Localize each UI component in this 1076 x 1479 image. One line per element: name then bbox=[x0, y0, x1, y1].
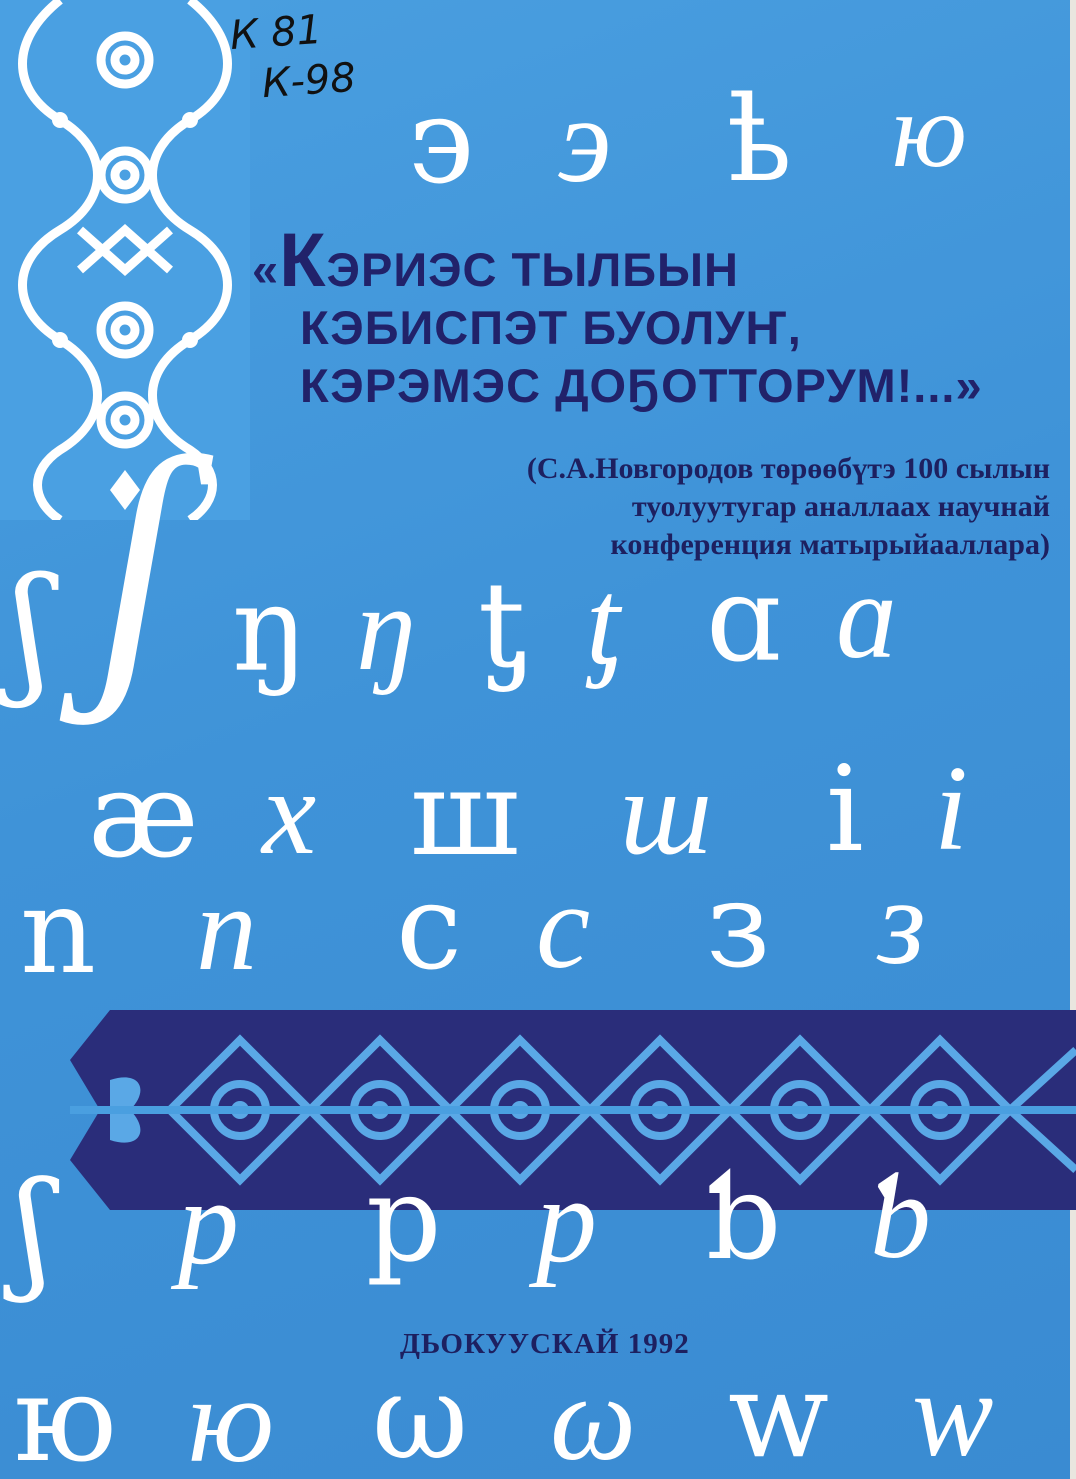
paper-edge bbox=[1070, 0, 1076, 1479]
alphabet-letter: p bbox=[366, 1150, 442, 1288]
alphabet-letter: ƅ bbox=[706, 1148, 782, 1286]
title-line-3: КЭРЭМЭС ДОҔОТТОРУМ!...» bbox=[300, 359, 983, 412]
alphabet-letter: w bbox=[728, 1346, 830, 1479]
book-subtitle bbox=[330, 450, 1050, 564]
alphabet-letter: э bbox=[408, 72, 475, 210]
alphabet-letter: ю bbox=[14, 1350, 117, 1479]
alphabet-letter: ʃ bbox=[16, 1153, 52, 1305]
book-title bbox=[252, 218, 983, 415]
alphabet-letter: c bbox=[536, 859, 591, 994]
alphabet-letter: ƫ bbox=[478, 556, 526, 694]
alphabet-letter: ʃ bbox=[96, 394, 182, 726]
alphabet-letter: i bbox=[826, 740, 864, 878]
alphabet-letter: э bbox=[558, 73, 612, 208]
publisher-imprint: ДЬОКУУСКАЙ 1992 bbox=[400, 1328, 690, 1360]
alphabet-letter: ш bbox=[620, 745, 713, 880]
subtitle-line-2: туолуутугар аналлаах научнай bbox=[631, 490, 1050, 523]
alphabet-letter: ɑ bbox=[706, 550, 782, 688]
title-line-1-text: ЭРИЭС ТЫЛБЫН bbox=[326, 243, 739, 296]
alphabet-letter: p bbox=[178, 1155, 239, 1290]
alphabet-letter: ƫ bbox=[586, 555, 620, 690]
alphabet-letter: n bbox=[196, 861, 257, 996]
alphabet-letter: ю bbox=[892, 72, 967, 189]
alphabet-letter: ɑ bbox=[836, 549, 897, 684]
alphabet-letter: ƅ bbox=[870, 1149, 931, 1284]
alphabet-letter: ŋ bbox=[356, 561, 415, 696]
alphabet-letter: з bbox=[878, 855, 926, 990]
alphabet-letter: p bbox=[536, 1153, 597, 1288]
alphabet-letter: ω bbox=[550, 1351, 637, 1479]
title-line-1 bbox=[252, 218, 952, 303]
alphabet-letter: ʃ bbox=[12, 548, 51, 711]
call-number-line1: К 81 bbox=[228, 6, 324, 60]
alphabet-letter: x bbox=[262, 745, 317, 880]
alphabet-letter: æ bbox=[88, 746, 199, 884]
alphabet-letter: ҍ bbox=[728, 70, 793, 208]
title-initial: К bbox=[279, 218, 327, 303]
alphabet-letter: ш bbox=[410, 744, 520, 882]
subtitle-line-1: (С.А.Новгородов төрөөбүтэ 100 сылын bbox=[526, 452, 1050, 485]
alphabet-letter: n bbox=[20, 862, 96, 1000]
subtitle-line-3: конференция матырыйааллара) bbox=[610, 528, 1050, 561]
alphabet-letter: ю bbox=[188, 1353, 275, 1479]
alphabet-letter: i bbox=[934, 741, 968, 876]
alphabet-letter: c bbox=[396, 858, 463, 996]
alphabet-letter: ω bbox=[372, 1348, 469, 1479]
alphabet-letter: w bbox=[912, 1347, 994, 1479]
call-number-line2: К-98 bbox=[260, 54, 358, 108]
open-quote: « bbox=[252, 243, 280, 296]
alphabet-letter: з bbox=[706, 856, 771, 994]
title-line-2: КЭБИСПЭТ БУОЛУҤ, bbox=[300, 301, 802, 354]
alphabet-letter: ŋ bbox=[232, 560, 308, 698]
